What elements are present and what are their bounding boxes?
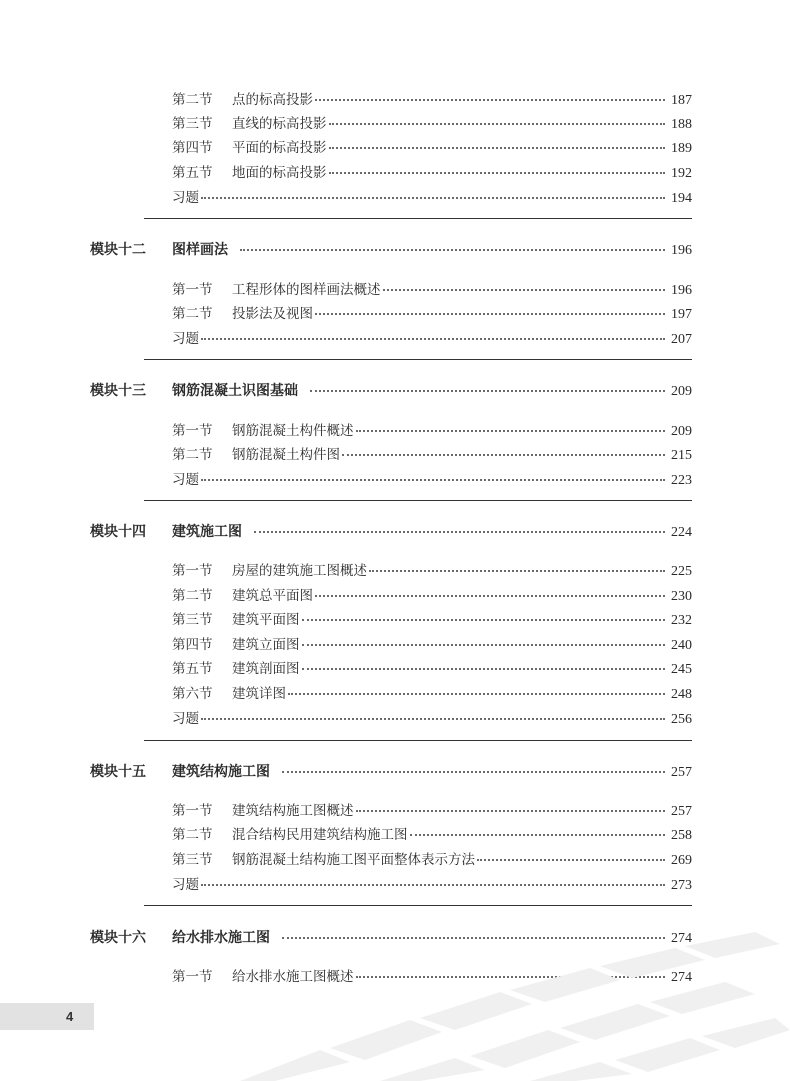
- dot-leader: [201, 338, 665, 340]
- toc-module-entry[interactable]: [90, 761, 692, 781]
- section-number: 第四节: [172, 140, 213, 156]
- dot-leader: [282, 771, 665, 773]
- page-number: 192: [671, 166, 692, 181]
- section-number: 第一节: [172, 969, 213, 985]
- dot-leader: [477, 859, 665, 861]
- module-title: 建筑施工图: [172, 524, 242, 540]
- toc-section-entry[interactable]: [172, 633, 692, 654]
- page-number: 248: [671, 687, 692, 702]
- module-divider: [144, 500, 692, 501]
- page-number: 188: [671, 117, 692, 132]
- toc-section-entry[interactable]: [172, 799, 692, 820]
- page-number: 224: [671, 525, 692, 540]
- page-number: 207: [671, 332, 692, 347]
- toc-section-entry[interactable]: [172, 823, 692, 844]
- toc-module-entry[interactable]: [90, 521, 692, 541]
- dot-leader: [329, 147, 666, 149]
- page-number: 240: [671, 638, 692, 653]
- section-number: 第一节: [172, 563, 213, 579]
- page-number: 257: [671, 804, 692, 819]
- dot-leader: [315, 595, 665, 597]
- decorative-watermark: [180, 930, 790, 1081]
- page-number: 197: [671, 307, 692, 322]
- page-number: 209: [671, 424, 692, 439]
- section-number: 第二节: [172, 92, 213, 108]
- section-number: 第五节: [172, 165, 213, 181]
- module-title: 给水排水施工图: [172, 930, 270, 946]
- dot-leader: [356, 810, 666, 812]
- section-title: 建筑结构施工图概述: [232, 803, 354, 819]
- section-number: 第三节: [172, 612, 213, 628]
- section-number: 第二节: [172, 447, 213, 463]
- section-title: 混合结构民用建筑结构施工图: [232, 827, 408, 843]
- section-title: 房屋的建筑施工图概述: [232, 563, 367, 579]
- page-number: 245: [671, 662, 692, 677]
- toc-exercise-entry[interactable]: [172, 468, 692, 489]
- page-number: 257: [671, 765, 692, 780]
- dot-leader: [201, 479, 665, 481]
- dot-leader: [315, 99, 665, 101]
- dot-leader: [201, 197, 665, 199]
- page-number: 223: [671, 473, 692, 488]
- dot-leader: [302, 644, 666, 646]
- toc-section-entry[interactable]: [172, 278, 692, 299]
- section-number: 第六节: [172, 686, 213, 702]
- page-number: 187: [671, 93, 692, 108]
- page-number: 196: [671, 243, 692, 258]
- toc-section-entry[interactable]: [172, 848, 692, 869]
- toc-section-entry[interactable]: [172, 608, 692, 629]
- page-number: 194: [671, 191, 692, 206]
- dot-leader: [288, 693, 665, 695]
- section-title: 给水排水施工图概述: [232, 969, 354, 985]
- section-title: 投影法及视图: [232, 306, 313, 322]
- page-number: 273: [671, 878, 692, 893]
- page-number: 256: [671, 712, 692, 727]
- dot-leader: [329, 123, 666, 125]
- section-title: 建筑立面图: [232, 637, 300, 653]
- page-number: 215: [671, 448, 692, 463]
- module-title: 钢筋混凝土识图基础: [172, 383, 298, 399]
- exercise-title: 习题: [172, 472, 199, 488]
- dot-leader: [302, 668, 666, 670]
- dot-leader: [356, 430, 666, 432]
- section-title: 平面的标高投影: [232, 140, 327, 156]
- module-title: 图样画法: [172, 242, 228, 258]
- footer-page-number: 4: [66, 1009, 74, 1024]
- exercise-title: 习题: [172, 190, 199, 206]
- module-number: 模块十二: [90, 242, 146, 258]
- dot-leader: [329, 172, 666, 174]
- toc-exercise-entry[interactable]: [172, 327, 692, 348]
- dot-leader: [410, 834, 666, 836]
- section-title: 钢筋混凝土构件概述: [232, 423, 354, 439]
- toc-module-entry[interactable]: [90, 239, 692, 259]
- toc-section-entry[interactable]: [172, 584, 692, 605]
- toc-section-entry[interactable]: [172, 443, 692, 464]
- section-number: 第一节: [172, 423, 213, 439]
- section-title: 工程形体的图样画法概述: [232, 282, 381, 298]
- dot-leader: [369, 570, 665, 572]
- module-number: 模块十四: [90, 524, 146, 540]
- module-divider: [144, 740, 692, 741]
- dot-leader: [383, 289, 666, 291]
- page-number: 232: [671, 613, 692, 628]
- section-title: 点的标高投影: [232, 92, 313, 108]
- page-number: 258: [671, 828, 692, 843]
- toc-section-entry[interactable]: [172, 682, 692, 703]
- section-number: 第三节: [172, 852, 213, 868]
- page-number: 274: [671, 970, 692, 985]
- module-divider: [144, 905, 692, 906]
- section-number: 第一节: [172, 282, 213, 298]
- toc-section-entry[interactable]: [172, 161, 692, 182]
- section-title: 地面的标高投影: [232, 165, 327, 181]
- toc-section-entry[interactable]: [172, 302, 692, 323]
- section-number: 第二节: [172, 306, 213, 322]
- page-number: 225: [671, 564, 692, 579]
- section-title: 直线的标高投影: [232, 116, 327, 132]
- toc-section-entry[interactable]: [172, 136, 692, 157]
- section-number: 第三节: [172, 116, 213, 132]
- dot-leader: [302, 619, 666, 621]
- footer-page-tab: [0, 1003, 94, 1030]
- dot-leader: [201, 884, 665, 886]
- exercise-title: 习题: [172, 711, 199, 727]
- module-divider: [144, 359, 692, 360]
- module-number: 模块十六: [90, 930, 146, 946]
- dot-leader: [201, 718, 665, 720]
- toc-section-entry[interactable]: [172, 419, 692, 440]
- toc-section-entry[interactable]: [172, 112, 692, 133]
- exercise-title: 习题: [172, 331, 199, 347]
- section-title: 钢筋混凝土结构施工图平面整体表示方法: [232, 852, 475, 868]
- dot-leader: [240, 249, 665, 251]
- section-number: 第四节: [172, 637, 213, 653]
- toc-exercise-entry[interactable]: [172, 186, 692, 207]
- page-number: 196: [671, 283, 692, 298]
- toc-exercise-entry[interactable]: [172, 707, 692, 728]
- exercise-title: 习题: [172, 877, 199, 893]
- toc-exercise-entry[interactable]: [172, 873, 692, 894]
- page-number: 189: [671, 141, 692, 156]
- toc-section-entry[interactable]: [172, 657, 692, 678]
- module-number: 模块十五: [90, 764, 146, 780]
- toc-section-entry[interactable]: [172, 559, 692, 580]
- page-number: 230: [671, 589, 692, 604]
- module-title: 建筑结构施工图: [172, 764, 270, 780]
- page-number: 269: [671, 853, 692, 868]
- section-number: 第一节: [172, 803, 213, 819]
- dot-leader: [254, 531, 665, 533]
- section-title: 建筑总平面图: [232, 588, 313, 604]
- dot-leader: [342, 454, 665, 456]
- section-number: 第五节: [172, 661, 213, 677]
- dot-leader: [310, 390, 665, 392]
- section-title: 建筑平面图: [232, 612, 300, 628]
- module-number: 模块十三: [90, 383, 146, 399]
- section-number: 第二节: [172, 588, 213, 604]
- section-title: 钢筋混凝土构件图: [232, 447, 340, 463]
- section-number: 第二节: [172, 827, 213, 843]
- page-number: 274: [671, 931, 692, 946]
- toc-module-entry[interactable]: [90, 380, 692, 400]
- section-title: 建筑剖面图: [232, 661, 300, 677]
- toc-section-entry[interactable]: [172, 88, 692, 109]
- section-title: 建筑详图: [232, 686, 286, 702]
- module-divider: [144, 218, 692, 219]
- dot-leader: [315, 313, 665, 315]
- page-number: 209: [671, 384, 692, 399]
